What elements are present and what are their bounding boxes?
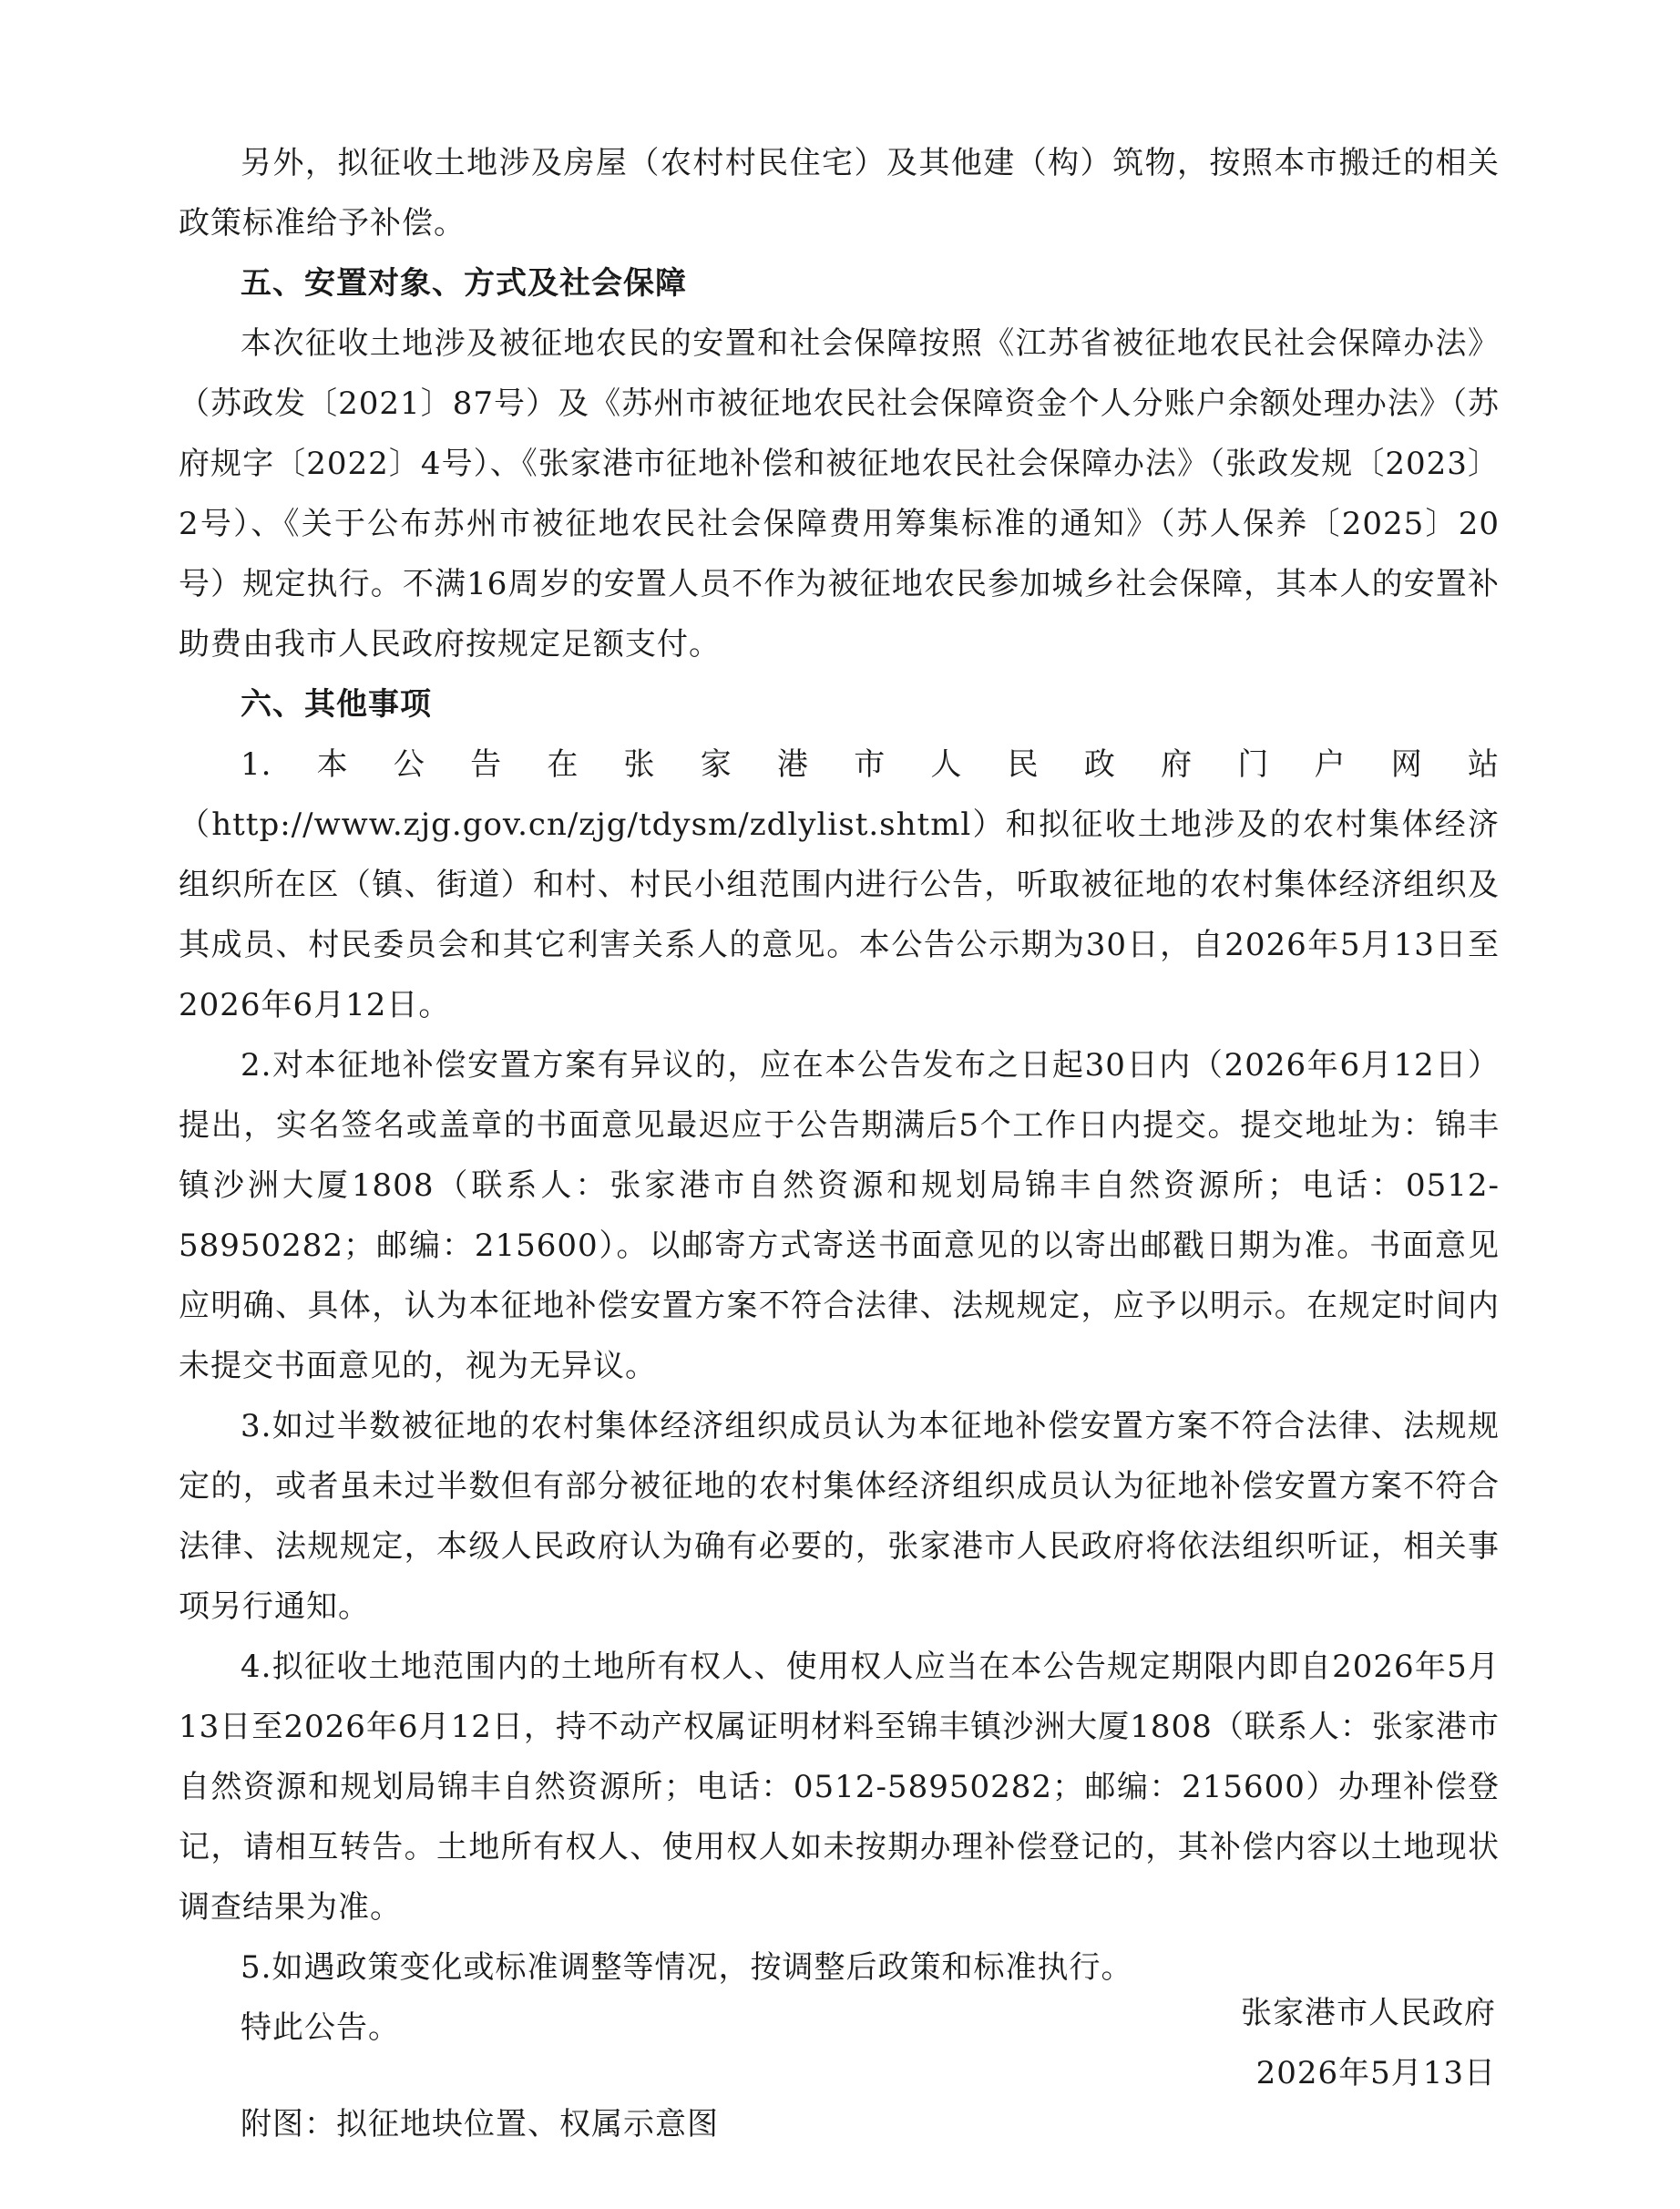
list-item-announcement-period: 1.本公告在张家港市人民政府门户网站（http://www.zjg.gov.cn/zjg/tdysm/zdlylist.shtml）和拟征收土地涉及的农村集体经济组织所在区（镇、街道）和村、村民小组范围内进行公告，听取被征地的农村集体经济组织及其成员、村民委员会和其它利害关系人的意见。本公告公示期为30日，自2026年5月13日至2026年6月12日。 [179, 746, 1500, 1023]
list-item-objection-procedure: 2.对本征地补偿安置方案有异议的，应在本公告发布之日起30日内（2026年6月12日）提出，实名签名或盖章的书面意见最迟应于公告期满后5个工作日内提交。提交地址为：锦丰镇沙洲大厦1808（联系人：张家港市自然资源和规划局锦丰自然资源所；电话：0512-58950282；邮编：215600）。以邮寄方式寄送书面意见的以寄出邮戳日期为准。书面意见应明确、具体，认为本征地补偿安置方案不符合法律、法规规定，应予以明示。在规定时间内未提交书面意见的，视为无异议。 [179, 1047, 1500, 1384]
signature-block [949, 1983, 1496, 2103]
issuer-name: 张家港市人民政府 [1241, 1995, 1496, 2031]
section-heading-resettlement: 五、安置对象、方式及社会保障 [241, 265, 687, 302]
attachment-note: 附图：拟征地块位置、权属示意图 [241, 2106, 719, 2142]
section-heading-other-matters: 六、其他事项 [241, 686, 432, 723]
document-body [179, 133, 1500, 2154]
list-item-compensation-registration: 4.拟征收土地范围内的土地所有权人、使用权人应当在本公告规定期限内即自2026年5月13日至2026年6月12日，持不动产权属证明材料至锦丰镇沙洲大厦1808（联系人：张家港市自然资源和规划局锦丰自然资源所；电话：0512-58950282；邮编：215600）办理补偿登记，请相互转告。土地所有权人、使用权人如未按期办理补偿登记的，其补偿内容以土地现状调查结果为准。 [179, 1649, 1500, 1926]
list-item-hearing: 3.如过半数被征地的农村集体经济组织成员认为本征地补偿安置方案不符合法律、法规规定的，或者虽未过半数但有部分被征地的农村集体经济组织成员认为征地补偿安置方案不符合法律、法规规定，本级人民政府认为确有必要的，张家港市人民政府将依法组织听证，相关事项另行通知。 [179, 1408, 1500, 1625]
closing-statement: 特此公告。 [241, 2009, 400, 2046]
paragraph-housing-compensation: 另外，拟征收土地涉及房屋（农村村民住宅）及其他建（构）筑物，按照本市搬迁的相关政策标准给予补偿。 [179, 145, 1500, 241]
paragraph-resettlement-social-security: 本次征收土地涉及被征地农民的安置和社会保障按照《江苏省被征地农民社会保障办法》（苏政发〔2021〕87号）及《苏州市被征地农民社会保障资金个人分账户余额处理办法》（苏府规字〔2022〕4号）、《张家港市征地补偿和被征地农民社会保障办法》（张政发规〔2023〕2号）、《关于公布苏州市被征地农民社会保障费用筹集标准的通知》（苏人保养〔2025〕20号）规定执行。不满16周岁的安置人员不作为被征地农民参加城乡社会保障，其本人的安置补助费由我市人民政府按规定足额支付。 [179, 325, 1500, 663]
issue-date: 2026年5月13日 [1255, 2055, 1496, 2091]
list-item-policy-changes: 5.如遇政策变化或标准调整等情况，按调整后政策和标准执行。 [241, 1949, 1133, 1986]
